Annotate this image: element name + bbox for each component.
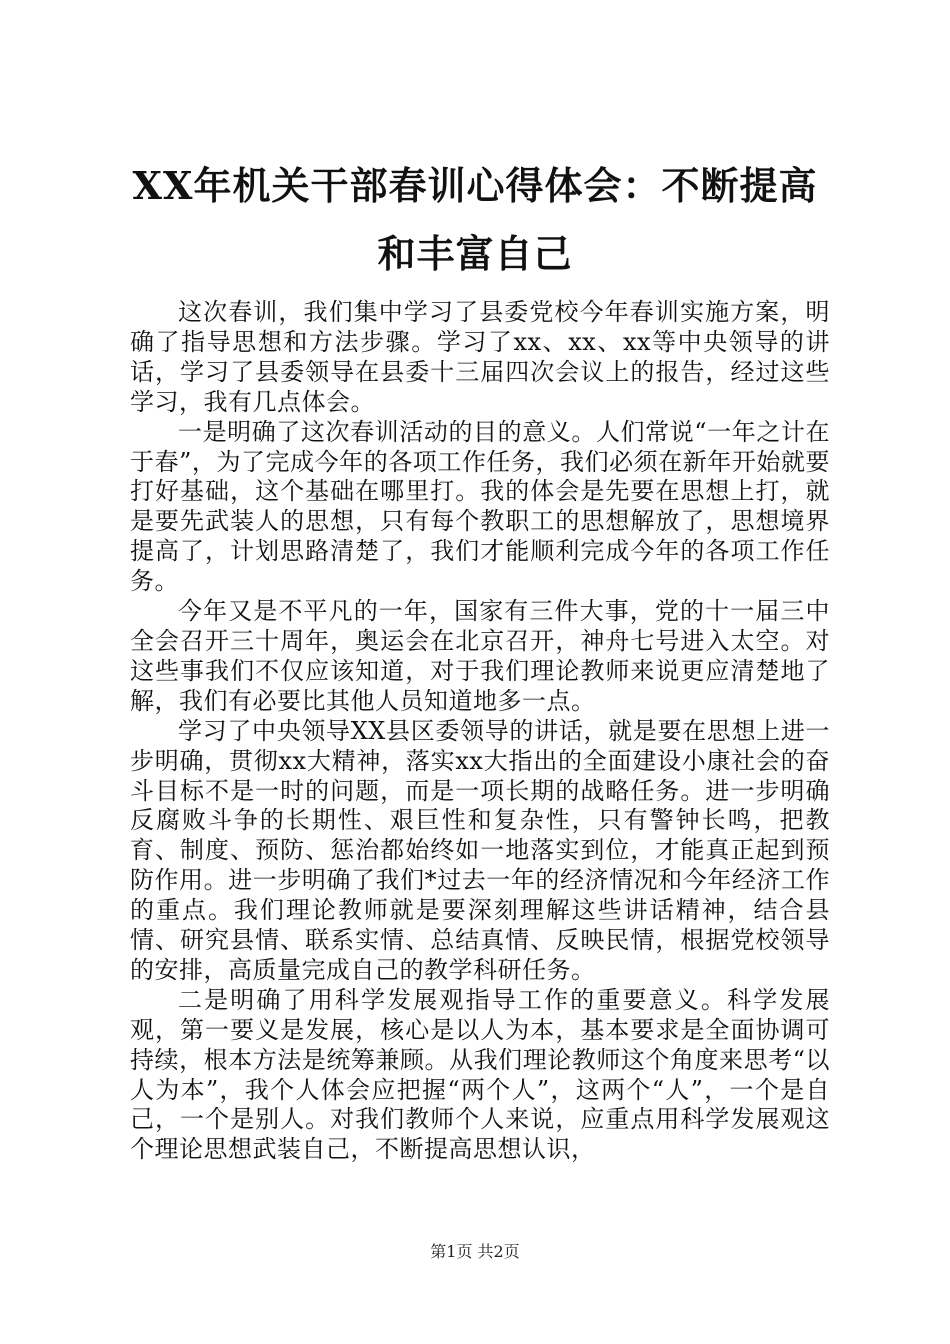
paragraph-2: 一是明确了这次春训活动的目的意义。人们常说“一年之计在于春”，为了完成今年的各项工作任务，我们必须在新年开始就要打好基础，这个基础在哪里打。我的体会是先要在思想上打，就是要先武装人的思想，只有每个教职工的思想解放了，思想境界提高了，计划思路清楚了，我们才能顺利完成今年的各项工作任务。	[130, 417, 830, 596]
paragraph-3: 今年又是不平凡的一年，国家有三件大事，党的十一届三中全会召开三十周年，奥运会在北京召开，神舟七号进入太空。对这些事我们不仅应该知道，对于我们理论教师来说更应清楚地了解，我们有必要比其他人员知道地多一点。	[130, 597, 830, 715]
paragraph-5: 二是明确了用科学发展观指导工作的重要意义。科学发展观，第一要义是发展，核心是以人为本，基本要求是全面协调可持续，根本方法是统筹兼顾。从我们理论教师这个角度来思考“以人为本”，我个人体会应把握“两个人”，这两个“人”，一个是自己，一个是别人。对我们教师个人来说，应重点用科学发展观这个理论思想武装自己，不断提高思想认识，	[130, 985, 830, 1164]
page-number-footer: 第1页 共2页	[430, 1242, 520, 1261]
paragraph-1: 这次春训，我们集中学习了县委党校今年春训实施方案，明确了指导思想和方法步骤。学习了xx、xx、xx等中央领导的讲话，学习了县委领导在县委十三届四次会议上的报告，经过这些学习，我有几点体会。	[130, 298, 830, 416]
paragraph-4: 学习了中央领导XX县区委领导的讲话，就是要在思想上进一步明确，贯彻xx大精神，落实xx大指出的全面建设小康社会的奋斗目标不是一时的问题，而是一项长期的战略任务。进一步明确反腐败斗争的长期性、艰巨性和复杂性，只有警钟长鸣，把教育、制度、预防、惩治都始终如一地落实到位，才能真正起到预防作用。进一步明确了我们*过去一年的经济情况和今年经济工作的重点。我们理论教师就是要深刻理解这些讲话精神，结合县情、研究县情、联系实情、总结真情、反映民情，根据党校领导的安排，高质量完成自己的教学科研任务。	[130, 716, 830, 984]
document-body	[130, 298, 830, 1165]
document-title: XX年机关干部春训心得体会：不断提高和丰富自己	[132, 163, 818, 276]
